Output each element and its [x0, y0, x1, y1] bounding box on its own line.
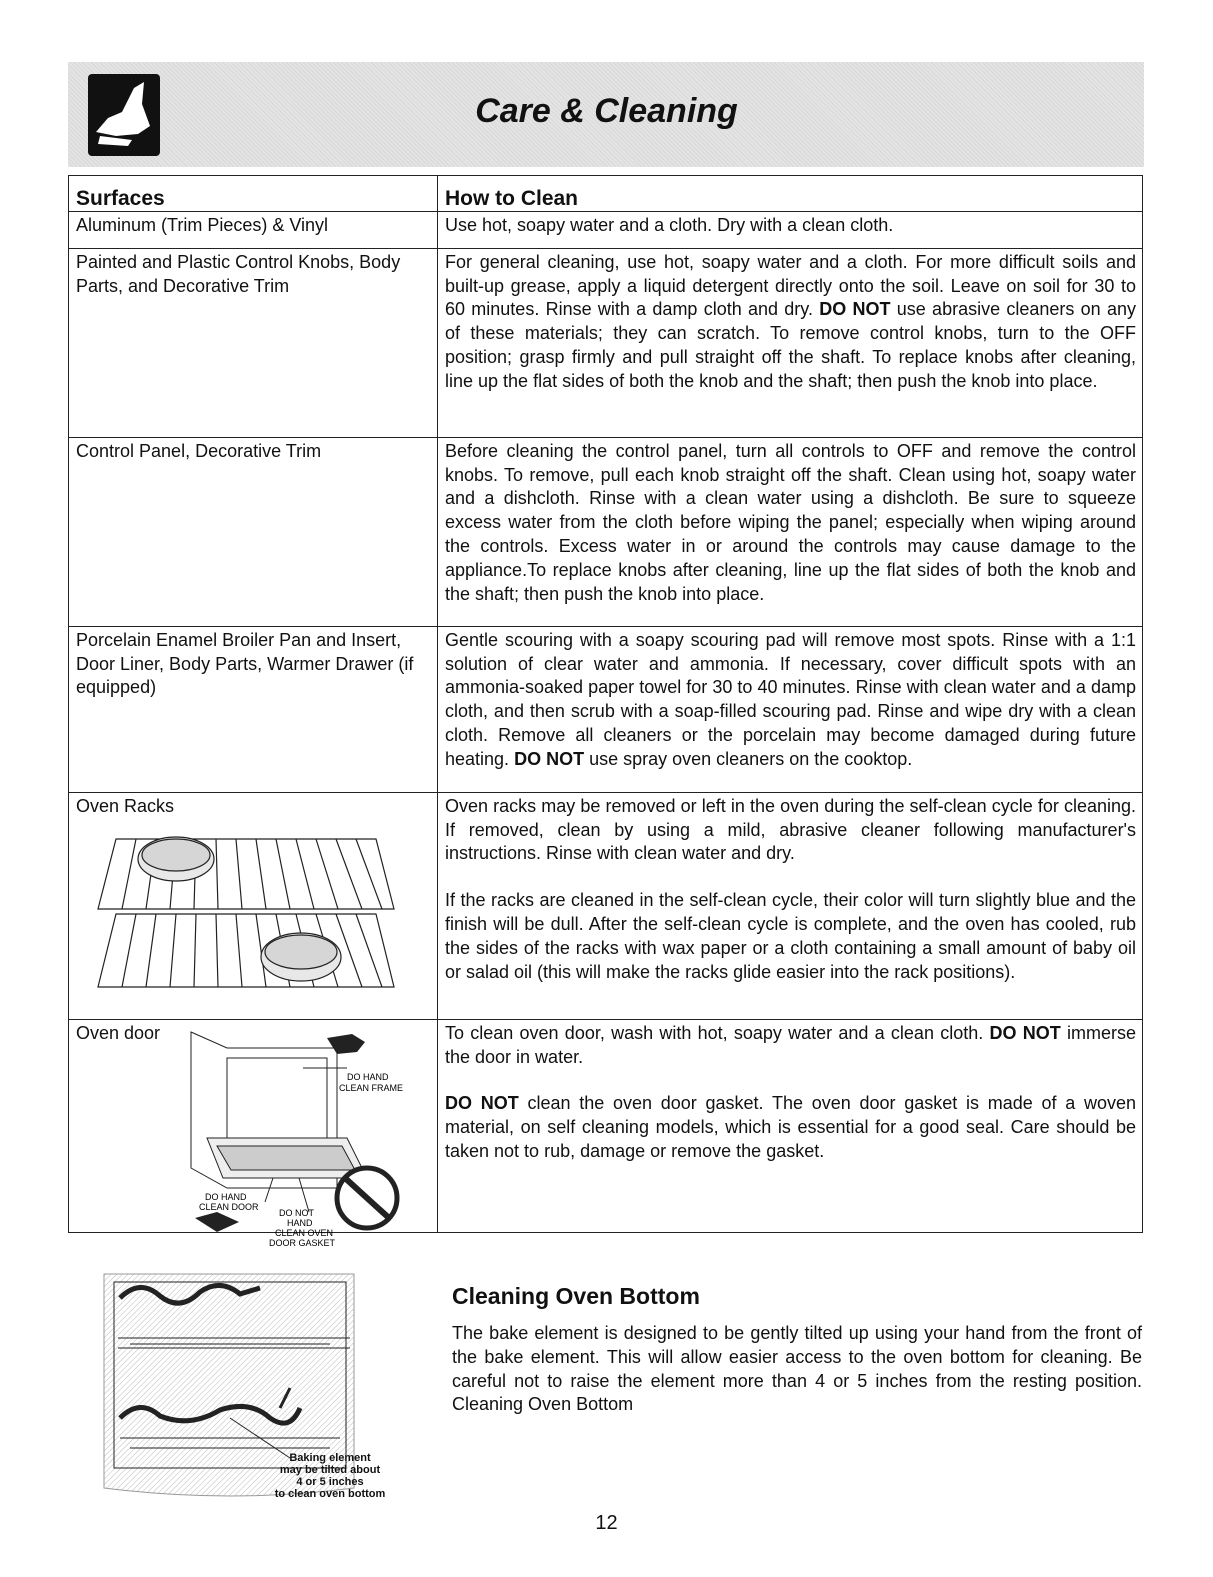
- how-paragraph: [445, 1092, 1136, 1163]
- label-do-hand-frame: DO HAND: [347, 1071, 389, 1082]
- label-clean-frame: CLEAN FRAME: [339, 1082, 404, 1093]
- warning-text: DO NOT: [445, 1093, 519, 1114]
- table-row: [69, 248, 1143, 437]
- how-text: immerse the door in water.: [445, 1022, 1136, 1067]
- warning-text: DO NOT: [819, 299, 891, 320]
- how-to-clean-header: How to Clean: [438, 176, 1143, 212]
- oven-racks-illustration: [76, 819, 416, 999]
- surface-cell: Aluminum (Trim Pieces) & Vinyl: [69, 211, 438, 248]
- baking-element-label: [260, 1452, 400, 1500]
- how-text: Gentle scouring with a soapy scouring pad will remove most spots. Rinse with a 1:1 solution of clear water and ammonia. If necessary, cover difficult spots with an ammonia-soaked paper towel for 30 to 40 minutes. Rinse with clean water and a damp cloth, and then scrub with a soap-filled scouring pad. Rinse and wipe dry with a clean cloth. Remove all cleaners or the porcelain may become damaged during future heating.: [445, 629, 1136, 769]
- page-number: 12: [595, 1512, 618, 1534]
- how-text: Oven racks may be removed or left in the oven during the self-clean cycle for cleaning. If removed, clean by using a mild, abrasive cleaner following manufacturer's instructions. Rinse with clean water and dry.: [445, 795, 1136, 864]
- how-text: clean the oven door gasket. The oven door gasket is made of a woven material, on self cleaning models, which is essential for a good seal. Care should be taken not to rub, damage or remove the gasket.: [445, 1093, 1136, 1161]
- section-title: Cleaning Oven Bottom: [452, 1283, 700, 1309]
- surface-cell: Painted and Plastic Control Knobs, Body Parts, and Decorative Trim: [69, 248, 438, 437]
- table-row: [69, 437, 1143, 626]
- paragraph-gap: [445, 1069, 1136, 1092]
- oven-door-illustration: [187, 1028, 417, 1248]
- surface-label: Oven door: [76, 1022, 161, 1043]
- warning-text: DO NOT: [514, 748, 585, 769]
- how-cell: [438, 248, 1143, 437]
- table-row: [69, 1019, 1143, 1232]
- warning-text: DO NOT: [989, 1022, 1061, 1043]
- surface-cell: Porcelain Enamel Broiler Pan and Insert, Door Liner, Body Parts, Warmer Drawer (if equipped): [69, 626, 438, 792]
- how-cell: [438, 1019, 1143, 1232]
- how-cell: [438, 792, 1143, 1019]
- paragraph-gap: [445, 866, 1136, 889]
- how-paragraph: [445, 1022, 1136, 1070]
- how-text: To clean oven door, wash with hot, soapy water and a clean cloth.: [445, 1022, 984, 1043]
- surface-label: Oven Racks: [76, 795, 175, 816]
- how-cell: Before cleaning the control panel, turn all controls to OFF and remove the control knobs. To remove, pull each knob straight off the shaft. Clean using hot, soapy water and a dishcloth. Rinse with a clean water using a dishcloth. Be sure to squeeze excess water from the cloth before wiping the panel; especially when wiping around the controls. Excess water in or around the controls may cause damage to the appliance.To replace knobs after cleaning, line up the flat sides of both the knob and the shaft; then push the knob into place.: [438, 437, 1143, 626]
- how-cell: [438, 626, 1143, 792]
- how-text: use abrasive cleaners on any of these materials; they can scratch. To remove control knobs, turn to the OFF position; grasp firmly and pull straight off the shaft. To replace knobs after cleaning, line up the flat sides of both the knob and the shaft; then push the knob into place.: [445, 299, 1136, 391]
- label-line: may be tilted about: [279, 1464, 381, 1476]
- surfaces-header: Surfaces: [69, 176, 438, 212]
- surface-cell: [69, 1019, 438, 1248]
- how-text: use spray oven cleaners on the cooktop.: [589, 748, 913, 769]
- table-row: [69, 792, 1143, 1019]
- label-hand: HAND: [287, 1217, 313, 1228]
- page-title: Care & Cleaning: [475, 92, 738, 130]
- how-text: For general cleaning, use hot, soapy water and a cloth. For more difficult soils and built-up grease, apply a liquid detergent directly onto the soil. Leave on soil for 30 to 60 minutes. Rinse with a damp cloth and dry.: [445, 251, 1136, 320]
- label-do-not: DO NOT: [279, 1207, 314, 1218]
- how-cell: Use hot, soapy water and a cloth. Dry with a clean cloth.: [438, 211, 1143, 248]
- care-table: [68, 175, 1143, 1248]
- surface-cell: Control Panel, Decorative Trim: [69, 437, 438, 626]
- label-door-gasket: DOOR GASKET: [269, 1237, 336, 1248]
- section-text: The bake element is designed to be gently tilted up using your hand from the front of the bake element. This will allow easier access to the oven bottom for cleaning. Be careful not to raise the element more than 4 or 5 inches from the resting position. Cleaning Oven Bottom: [452, 1323, 1142, 1415]
- label-clean-door: CLEAN DOOR: [199, 1201, 259, 1212]
- label-line: Baking element: [289, 1452, 371, 1464]
- label-line: 4 or 5 inches: [296, 1476, 364, 1488]
- table-row: [69, 626, 1143, 792]
- label-line: to clean oven bottom: [274, 1488, 386, 1500]
- label-clean-oven: CLEAN OVEN: [275, 1227, 334, 1238]
- surface-cell: [69, 792, 438, 1019]
- table-row: [69, 211, 1143, 248]
- how-text: If the racks are cleaned in the self-clean cycle, their color will turn slightly blue and the finish will be dull. After the self-clean cycle is complete, and the oven has cooled, rub the sides of the racks with wax paper or a cloth containing a small amount of baby oil or salad oil (this will make the racks glide easier into the rack positions).: [445, 890, 1136, 982]
- label-do-hand-door: DO HAND: [205, 1191, 247, 1202]
